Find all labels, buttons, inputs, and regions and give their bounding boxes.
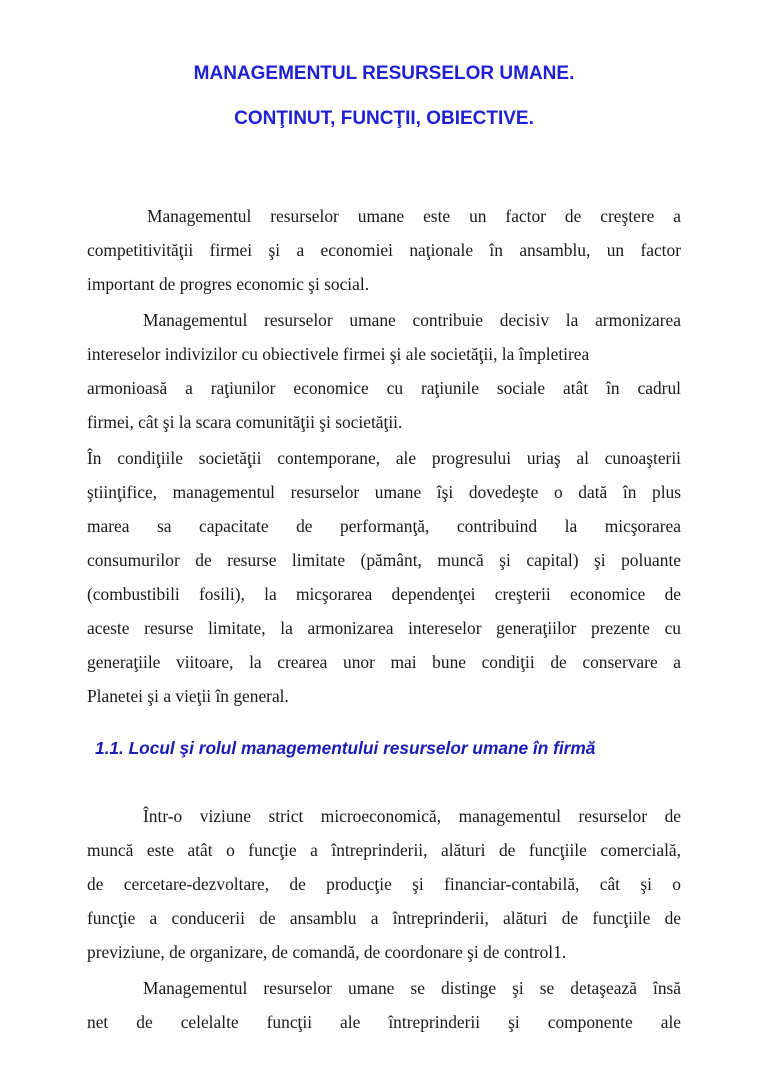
paragraph-line: Într-o viziune strict microeconomică, managementul resurselor de (143, 806, 681, 826)
paragraph-line: Managementul resurselor umane este un factor de creştere a (147, 206, 681, 226)
section-heading: 1.1. Locul şi rolul managementului resurselor umane în firmă (95, 738, 596, 758)
paragraph-line: (combustibili fosili), la micşorarea dependenţei creşterii economice de (87, 584, 681, 604)
paragraph-line: marea sa capacitate de performanţă, contribuind la micşorarea (87, 516, 681, 536)
paragraph-line: previziune, de organizare, de comandă, de coordonare şi de control1. (87, 942, 567, 962)
paragraph-line: aceste resurse limitate, la armonizarea intereselor generaţiilor prezente cu (87, 618, 681, 638)
paragraph-line: generaţiile viitoare, la crearea unor mai bune condiţii de conservare a (87, 652, 681, 672)
title-line-1: MANAGEMENTUL RESURSELOR UMANE. (193, 63, 575, 84)
paragraph-line: armonioasă a raţiunilor economice cu raţiunile sociale atât în cadrul (87, 378, 681, 398)
paragraph-line: consumurilor de resurse limitate (pământ, muncă şi capital) şi poluante (87, 550, 681, 570)
paragraph-line: muncă este atât o funcţie a întreprinderii, alături de funcţiile comercială, (87, 840, 681, 860)
paragraph-line: de cercetare-dezvoltare, de producţie şi financiar-contabilă, cât şi o (87, 874, 681, 894)
paragraph-line: important de progres economic şi social. (87, 274, 370, 294)
paragraph-line: ştiinţifice, managementul resurselor umane îşi dovedeşte o dată în plus (87, 482, 681, 502)
paragraph-line: Managementul resurselor umane contribuie decisiv la armonizarea (143, 310, 681, 330)
title-line-2: CONŢINUT, FUNCŢII, OBIECTIVE. (234, 108, 534, 129)
paragraph-line: intereselor indivizilor cu obiectivele firmei şi ale societăţii, la împletirea (87, 344, 590, 364)
paragraph-line: În condiţiile societăţii contemporane, ale progresului uriaş al cunoaşterii (87, 448, 681, 468)
paragraph-line: firmei, cât şi la scara comunităţii şi societăţii. (87, 412, 403, 432)
paragraph-line: Planetei şi a vieţii în general. (87, 686, 289, 706)
paragraph-line: Managementul resurselor umane se distinge şi se detaşează însă (143, 978, 681, 998)
paragraph-line: net de celelalte funcţii ale întreprinderii şi componente ale (87, 1012, 681, 1032)
paragraph-line: funcţie a conducerii de ansamblu a întreprinderii, alături de funcţiile de (87, 908, 681, 928)
paragraph-line: competitivităţii firmei şi a economiei naţionale în ansamblu, un factor (87, 240, 681, 260)
